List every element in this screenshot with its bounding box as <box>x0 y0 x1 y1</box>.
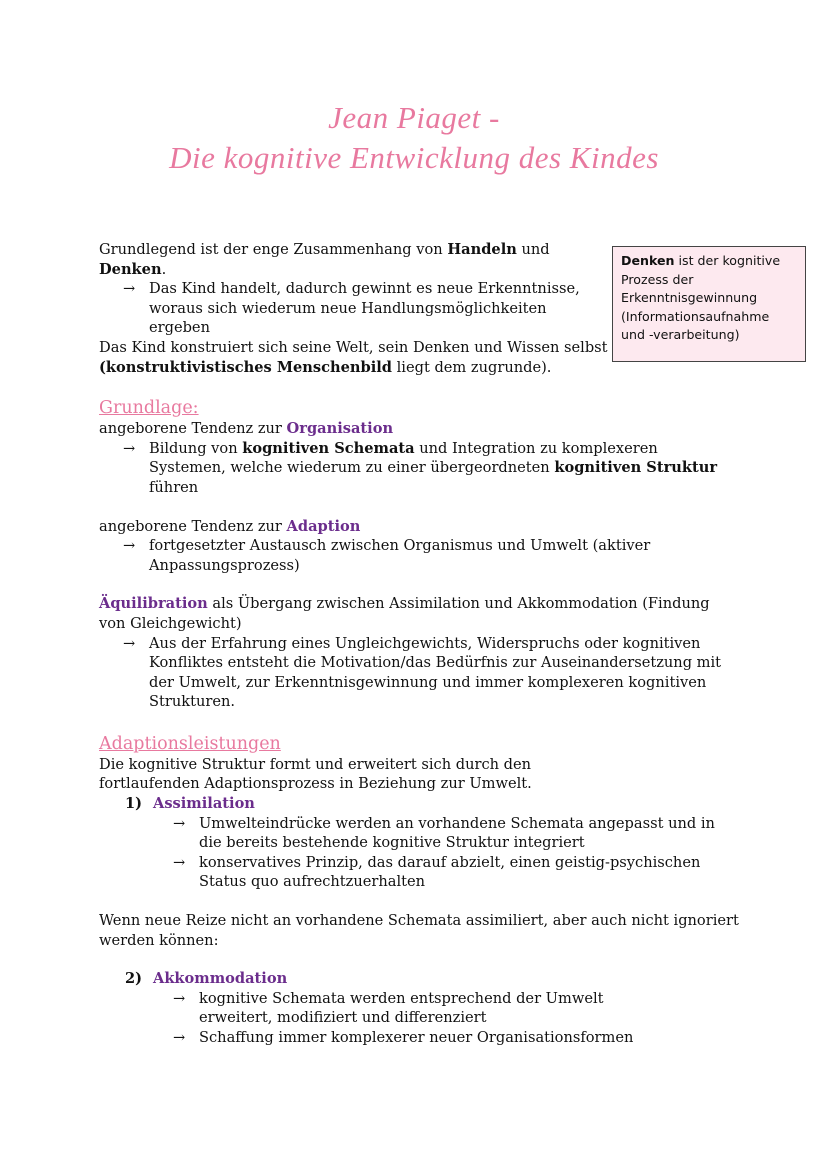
item-number: 1) <box>125 795 143 813</box>
text: und Integration zu komplexeren Systemen, welche wiederum zu einer übergeordneten <box>149 439 658 477</box>
adaption-line <box>99 517 739 537</box>
term-kognitive-schemata: kognitiven Schemata <box>242 439 415 457</box>
assimilation-arrow-item <box>99 814 739 853</box>
intro-bracket: ( <box>99 358 106 376</box>
akkommodation-arrow-text: kognitive Schemata werden entsprechend der Umwelt erweitert, modifiziert und differenziert <box>199 989 604 1027</box>
intro-arrow-text: Das Kind handelt, dadurch gewinnt es neue Erkenntnisse, woraus sich wiederum neue Handlungsmöglichkeiten ergeben <box>149 280 580 337</box>
adaption-intro: Die kognitive Struktur formt und erweitert sich durch den fortlaufenden Adaptionsprozess in Beziehung zur Umwelt. <box>99 755 532 793</box>
organisation-arrow-text <box>149 439 739 498</box>
intro-text: liegt dem zugrunde). <box>392 358 552 376</box>
arrow-icon: → <box>173 814 186 832</box>
heading-adaptionsleistungen: Adaptionsleistungen <box>99 733 281 754</box>
term-aequilibration: Äquilibration <box>99 595 208 613</box>
intro-line <box>99 358 739 378</box>
term-adaption: Adaption <box>286 517 361 535</box>
title-line-1: Jean Piaget - <box>328 100 500 135</box>
adaption-text: angeborene Tendenz zur <box>99 517 287 535</box>
title-line-2: Die kognitive Entwicklung des Kindes <box>169 140 659 175</box>
term-kognitive-struktur: kognitiven Struktur <box>554 459 718 477</box>
intro-arrow-item <box>99 279 599 338</box>
arrow-icon: → <box>123 439 136 457</box>
organisation-arrow-item <box>99 439 739 498</box>
arrow-icon: → <box>123 537 136 555</box>
adaption-arrow-text: fortgesetzter Austausch zwischen Organismus und Umwelt (aktiver Anpassungsprozess) <box>149 537 651 574</box>
term-organisation: Organisation <box>286 420 394 438</box>
document-title <box>0 98 828 178</box>
list-item-akkommodation <box>99 969 739 989</box>
arrow-icon: → <box>123 634 136 652</box>
akkommodation-arrow-item <box>99 1028 739 1048</box>
definition-term: Denken <box>621 253 675 268</box>
aequilibration-text: als Übergang zwischen Assimilation und Akkommodation (Findung von Gleichgewicht) <box>99 595 710 632</box>
assimilation-arrow-text: konservatives Prinzip, das darauf abzielt, einen geistig-psychischen Status quo aufrechtzuerhalten <box>199 853 701 891</box>
organisation-line <box>99 419 739 439</box>
text: Bildung von <box>149 439 243 457</box>
definition-text: ist der kognitive Prozess der Erkenntnisgewinnung (Informationsaufnahme und -verarbeitung) <box>621 253 781 343</box>
text: führen <box>149 478 199 496</box>
intro-paragraph <box>99 240 599 279</box>
list-item-assimilation <box>99 794 739 814</box>
akkommodation-arrow-item <box>99 989 679 1028</box>
arrow-icon: → <box>173 989 186 1007</box>
intro-line: Das Kind konstruiert sich seine Welt, sein Denken und Wissen selbst <box>99 338 608 356</box>
item-number: 2) <box>125 970 143 988</box>
term-assimilation: Assimilation <box>153 795 255 813</box>
arrow-icon: → <box>173 1029 186 1046</box>
arrow-icon: → <box>123 280 136 298</box>
aequilibration-arrow-item <box>99 634 739 712</box>
assimilation-arrow-item <box>99 853 739 892</box>
akkommodation-arrow-text: Schaffung immer komplexerer neuer Organisationsformen <box>199 1029 634 1046</box>
intro-text: und <box>516 241 550 258</box>
arrow-icon: → <box>173 853 186 871</box>
intro-term-handeln: Handeln <box>447 241 517 258</box>
aequilibration-line <box>99 594 739 633</box>
aequilibration-arrow-text: Aus der Erfahrung eines Ungleichgewichts, Widerspruchs oder kognitiven Konfliktes entsteht die Motivation/das Bedürfnis zur Auseinandersetzung mit der Umwelt, zur Erkenntnisgewinnung und immer komplexeren kognitiven Strukturen. <box>149 634 722 711</box>
intro-term-denken: Denken <box>99 260 162 278</box>
adaption-arrow-item <box>99 536 739 575</box>
intro-text: Grundlegend ist der enge Zusammenhang von <box>99 241 448 258</box>
organisation-text: angeborene Tendenz zur <box>99 420 287 438</box>
intro-term-menschenbild: konstruktivistisches Menschenbild <box>105 358 392 376</box>
heading-grundlage: Grundlage: <box>99 398 199 419</box>
term-akkommodation: Akkommodation <box>153 970 288 988</box>
bridge-paragraph: Wenn neue Reize nicht an vorhandene Schemata assimiliert, aber auch nicht ignoriert werden können: <box>99 912 739 949</box>
document-body <box>99 240 739 1048</box>
assimilation-arrow-text: Umwelteindrücke werden an vorhandene Schemata angepasst und in die bereits bestehende kognitive Struktur integriert <box>199 814 715 852</box>
intro-text: . <box>161 260 167 278</box>
